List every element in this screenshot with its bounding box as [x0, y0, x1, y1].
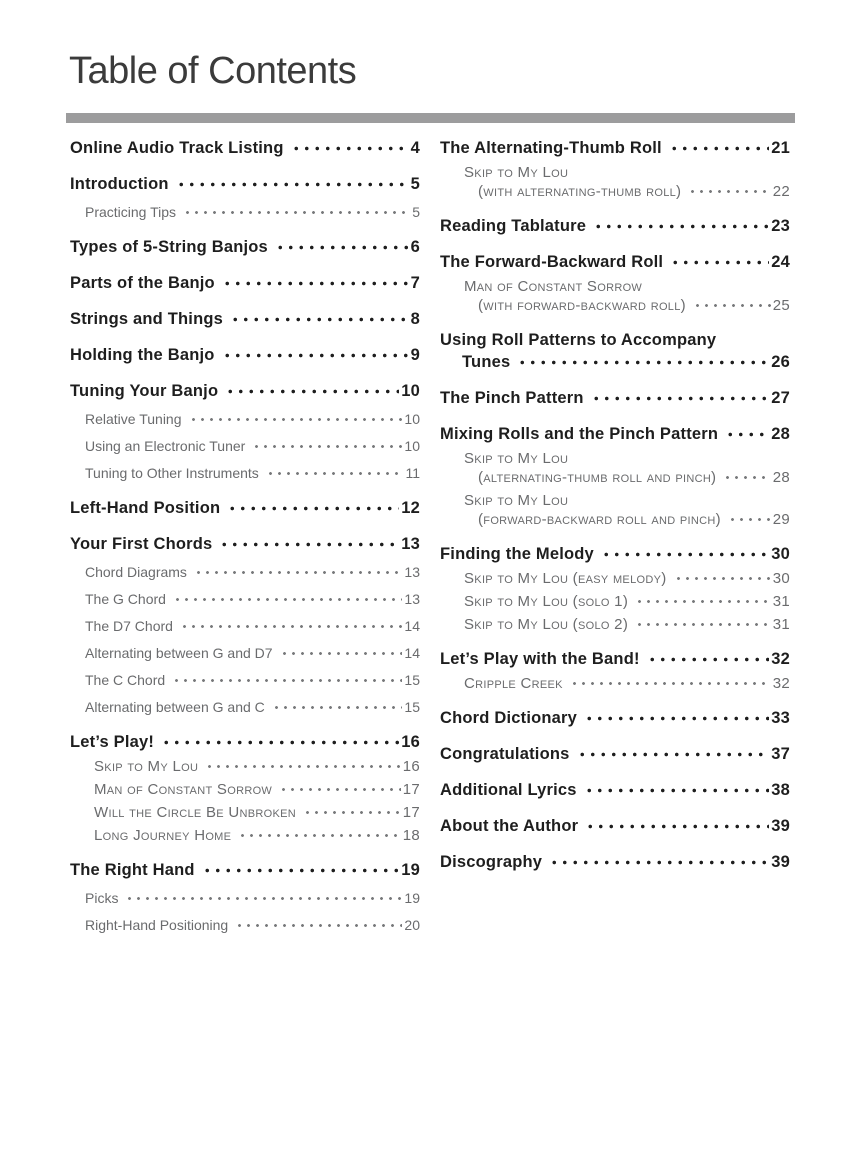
- dot-leader: [575, 745, 770, 759]
- toc-entry: [70, 589, 420, 609]
- toc-entry-label: (with forward-backward roll): [478, 297, 686, 314]
- toc-entry-page: 7: [410, 274, 420, 292]
- toc-entry-label: Picks: [85, 890, 119, 906]
- toc-entry-page: 19: [401, 861, 420, 879]
- toc-entry: [70, 308, 420, 330]
- toc-entry: [440, 296, 790, 315]
- toc-entry-page: 16: [401, 733, 420, 751]
- toc-entry-page: 16: [402, 758, 420, 775]
- toc-entry-page: 10: [404, 438, 420, 454]
- toc-entry: [70, 436, 420, 456]
- dot-leader: [568, 675, 771, 688]
- toc-entry: [70, 562, 420, 582]
- dot-leader: [236, 827, 400, 840]
- dot-leader: [515, 353, 769, 367]
- dot-leader: [250, 439, 402, 451]
- toc-entry-label: The G Chord: [85, 591, 166, 607]
- toc-entry-label: (forward-backward roll and pinch): [478, 511, 721, 528]
- toc-entry: [70, 915, 420, 935]
- dot-leader: [200, 861, 400, 875]
- toc-entry-label: Man of Constant Sorrow: [94, 781, 273, 798]
- toc-entry-label: Discography: [440, 853, 543, 871]
- toc-entry-page: 39: [771, 817, 790, 835]
- toc-entry-label: Relative Tuning: [85, 411, 182, 427]
- toc-entry: [70, 137, 420, 159]
- dot-leader: [233, 918, 402, 930]
- dot-leader: [645, 650, 770, 664]
- toc-entry: [440, 215, 790, 237]
- dot-leader: [170, 673, 402, 685]
- toc-entry: [70, 497, 420, 519]
- toc-column-left: [70, 137, 420, 935]
- toc-entry: [70, 380, 420, 402]
- toc-column-right: [440, 137, 790, 935]
- toc-entry-page: 37: [771, 745, 790, 763]
- toc-entry-label: Alternating between G and C: [85, 699, 265, 715]
- toc-entry-label: Skip to My Lou: [464, 450, 569, 467]
- dot-leader: [668, 253, 769, 267]
- toc-entry-page: 10: [404, 411, 420, 427]
- toc-entry: [440, 851, 790, 873]
- toc-entry: [440, 648, 790, 670]
- toc-entry-page: 24: [771, 253, 790, 271]
- toc-entry-label: About the Author: [440, 817, 579, 835]
- toc-entry-label: Cripple Creek: [464, 675, 563, 692]
- toc-entry-page: 22: [772, 183, 790, 200]
- toc-entry-page: 13: [404, 564, 420, 580]
- toc-entry-page: 17: [402, 804, 420, 821]
- toc-entry: [440, 468, 790, 487]
- toc-entry: [440, 137, 790, 159]
- toc-entry-page: 31: [772, 616, 790, 633]
- toc-entry: [70, 731, 420, 753]
- toc-entry-page: 20: [404, 917, 420, 933]
- dot-leader: [278, 646, 403, 658]
- dot-leader: [589, 389, 770, 403]
- toc-entry: [440, 510, 790, 529]
- toc-entry-page: 4: [410, 139, 420, 157]
- toc-entry-label: Finding the Melody: [440, 545, 594, 563]
- dot-leader: [691, 297, 771, 310]
- dot-leader: [721, 469, 770, 482]
- toc-entry-label: Skip to My Lou: [94, 758, 199, 775]
- toc-entry-label: Tuning Your Banjo: [70, 382, 219, 400]
- toc-entry-page: 28: [772, 469, 790, 486]
- toc-entry: [70, 888, 420, 908]
- toc-entry-page: 17: [402, 781, 420, 798]
- toc-entry: [70, 616, 420, 636]
- toc-entry: [70, 780, 420, 799]
- toc-entry: [70, 202, 420, 222]
- toc-entry-page: 32: [772, 675, 790, 692]
- toc-entry: [440, 423, 790, 445]
- toc-entry: [440, 674, 790, 693]
- toc-entry-page: 13: [401, 535, 420, 553]
- toc-entry: [440, 569, 790, 588]
- toc-entry-label: Long Journey Home: [94, 827, 232, 844]
- toc-entry-label: Man of Constant Sorrow: [464, 278, 643, 295]
- dot-leader: [723, 425, 769, 439]
- toc-entry-label: Strings and Things: [70, 310, 224, 328]
- toc-entry: [440, 387, 790, 409]
- toc-entry-label: Skip to My Lou: [464, 492, 569, 509]
- toc-entry: [70, 236, 420, 258]
- toc-entry: [440, 543, 790, 565]
- toc-entry: [70, 173, 420, 195]
- toc-entry-page: 12: [401, 499, 420, 517]
- toc-entry-label: Congratulations: [440, 745, 570, 763]
- dot-leader: [123, 891, 402, 903]
- toc-entry-label: The Pinch Pattern: [440, 389, 584, 407]
- dot-leader: [174, 175, 409, 189]
- dot-leader: [301, 804, 401, 817]
- dot-leader: [178, 619, 402, 631]
- page-title: Table of Contents: [69, 50, 357, 92]
- toc-entry-page: 15: [404, 699, 420, 715]
- toc-entry-label: Tuning to Other Instruments: [85, 465, 259, 481]
- toc-entry: [70, 826, 420, 845]
- toc-entry-page: 8: [410, 310, 420, 328]
- toc-entry-label: The Forward-Backward Roll: [440, 253, 664, 271]
- toc-entry-label: The Alternating-Thumb Roll: [440, 139, 662, 157]
- toc-entry-label: Left-Hand Position: [70, 499, 221, 517]
- dot-leader: [582, 781, 770, 795]
- toc-entry-label: Using an Electronic Tuner: [85, 438, 246, 454]
- dot-leader: [270, 700, 403, 712]
- toc-entry-label: Using Roll Patterns to Accompany: [440, 331, 717, 349]
- dot-leader: [582, 709, 769, 723]
- toc-entry-page: 5: [412, 204, 420, 220]
- toc-entry: [70, 670, 420, 690]
- dot-leader: [672, 570, 771, 583]
- toc-entry: [70, 344, 420, 366]
- dot-leader: [633, 593, 771, 606]
- toc-entry: [70, 643, 420, 663]
- toc-entry-page: 27: [771, 389, 790, 407]
- toc-entry-page: 32: [771, 650, 790, 668]
- toc-entry: [70, 409, 420, 429]
- toc-entry: [70, 463, 420, 483]
- dot-leader: [633, 616, 771, 629]
- dot-leader: [273, 238, 409, 252]
- toc-entry: [70, 803, 420, 822]
- toc-entry-label: Right-Hand Positioning: [85, 917, 229, 933]
- dot-leader: [220, 346, 409, 360]
- dot-leader: [667, 139, 769, 153]
- toc-entry-page: 38: [771, 781, 790, 799]
- toc-entry-page: 23: [771, 217, 790, 235]
- toc-entry-page: 10: [401, 382, 420, 400]
- toc-entry: [440, 277, 790, 296]
- dot-leader: [277, 781, 401, 794]
- toc-entry: [440, 592, 790, 611]
- toc-entry-page: 15: [404, 672, 420, 688]
- toc-entry: [440, 815, 790, 837]
- dot-leader: [289, 139, 409, 153]
- toc-entry-label: Will the Circle Be Unbroken: [94, 804, 297, 821]
- toc-entry-page: 26: [771, 353, 790, 371]
- toc-entry: [440, 779, 790, 801]
- dot-leader: [192, 565, 402, 577]
- toc-entry-label: (with alternating-thumb roll): [478, 183, 682, 200]
- toc-entry-page: 19: [404, 890, 420, 906]
- toc-entry-label: Practicing Tips: [85, 204, 177, 220]
- toc-entry: [440, 707, 790, 729]
- toc-entry-label: Parts of the Banjo: [70, 274, 215, 292]
- toc-entry-page: 14: [404, 618, 420, 634]
- toc-entry-label: Mixing Rolls and the Pinch Pattern: [440, 425, 719, 443]
- toc-entry: [70, 533, 420, 555]
- dot-leader: [159, 733, 399, 747]
- toc-entry: [440, 449, 790, 468]
- toc-entry-label: The Right Hand: [70, 861, 195, 879]
- toc-entry-page: 21: [771, 139, 790, 157]
- toc-entry-label: Online Audio Track Listing: [70, 139, 284, 157]
- toc-entry: [440, 743, 790, 765]
- toc-entry-page: 33: [771, 709, 790, 727]
- toc-entry: [440, 615, 790, 634]
- toc-entry-page: 39: [771, 853, 790, 871]
- toc-entry: [70, 272, 420, 294]
- toc-entry: [440, 491, 790, 510]
- toc-entry: [440, 351, 790, 373]
- toc-entry-label: Reading Tablature: [440, 217, 587, 235]
- toc-entry-label: Tunes: [462, 353, 511, 371]
- dot-leader: [726, 511, 771, 524]
- toc-entry-label: Introduction: [70, 175, 169, 193]
- dot-leader: [225, 499, 399, 513]
- toc-entry-label: The C Chord: [85, 672, 166, 688]
- dot-leader: [583, 817, 769, 831]
- dot-leader: [171, 592, 402, 604]
- dot-leader: [220, 274, 409, 288]
- toc-entry-label: Skip to My Lou (solo 1): [464, 593, 629, 610]
- toc-entry-page: 9: [410, 346, 420, 364]
- toc-entry-label: Skip to My Lou: [464, 164, 569, 181]
- toc-entry-page: 29: [772, 511, 790, 528]
- toc-entry-label: Types of 5-String Banjos: [70, 238, 268, 256]
- toc-entry: [70, 697, 420, 717]
- toc-entry: [440, 182, 790, 201]
- toc-entry-label: Let’s Play with the Band!: [440, 650, 640, 668]
- dot-leader: [181, 205, 410, 217]
- toc-entry: [440, 251, 790, 273]
- toc-entry-page: 30: [771, 545, 790, 563]
- dot-leader: [203, 758, 401, 771]
- toc-entry-label: Holding the Banjo: [70, 346, 215, 364]
- toc-entry-label: Skip to My Lou (solo 2): [464, 616, 629, 633]
- dot-leader: [228, 310, 409, 324]
- toc-entry-label: Let’s Play!: [70, 733, 155, 751]
- dot-leader: [217, 535, 399, 549]
- toc-entry-page: 11: [405, 465, 420, 481]
- toc-entry-page: 6: [410, 238, 420, 256]
- toc-entry-label: Your First Chords: [70, 535, 213, 553]
- toc-entry-label: Additional Lyrics: [440, 781, 577, 799]
- toc-entry-label: Chord Dictionary: [440, 709, 578, 727]
- toc-entry-page: 14: [404, 645, 420, 661]
- toc-entry: [70, 859, 420, 881]
- toc-entry: [440, 163, 790, 182]
- toc-entry: [440, 329, 790, 351]
- title-divider: [66, 113, 795, 123]
- dot-leader: [187, 412, 403, 424]
- toc-columns: [70, 137, 790, 935]
- dot-leader: [591, 217, 769, 231]
- dot-leader: [686, 183, 770, 196]
- toc-entry-page: 31: [772, 593, 790, 610]
- toc-entry-page: 18: [402, 827, 420, 844]
- toc-entry-page: 25: [772, 297, 790, 314]
- dot-leader: [264, 466, 404, 478]
- toc-entry-label: Chord Diagrams: [85, 564, 187, 580]
- toc-entry-label: The D7 Chord: [85, 618, 173, 634]
- dot-leader: [223, 382, 399, 396]
- toc-entry-label: Alternating between G and D7: [85, 645, 273, 661]
- toc-entry: [70, 757, 420, 776]
- toc-entry-page: 5: [410, 175, 420, 193]
- toc-entry-label: (alternating-thumb roll and pinch): [478, 469, 717, 486]
- toc-entry-page: 13: [404, 591, 420, 607]
- toc-entry-page: 28: [771, 425, 790, 443]
- toc-entry-page: 30: [772, 570, 790, 587]
- dot-leader: [547, 853, 769, 867]
- toc-entry-label: Skip to My Lou (easy melody): [464, 570, 667, 587]
- dot-leader: [599, 545, 769, 559]
